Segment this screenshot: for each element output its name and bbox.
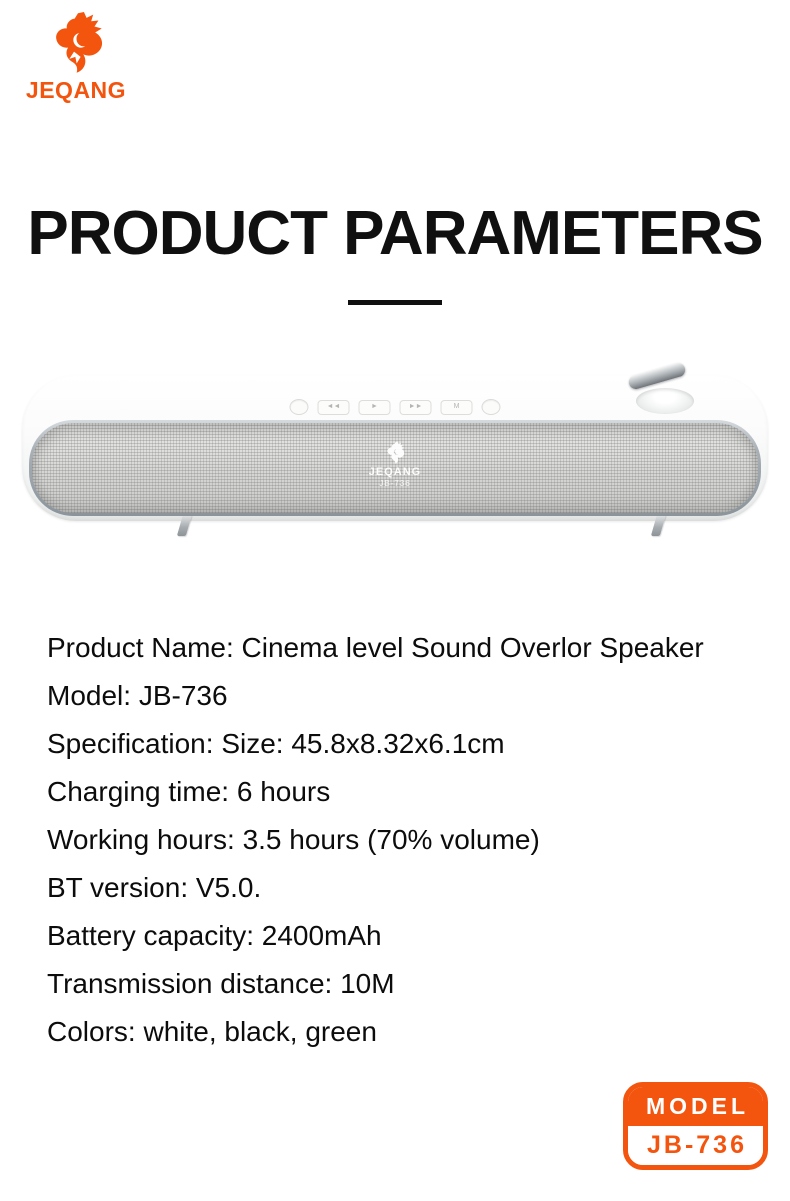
spec-colors: Colors: white, black, green <box>47 1016 377 1047</box>
grille-brand-text: JEQANG <box>368 466 422 478</box>
spec-product-name: Product Name: Cinema level Sound Overlor Speaker <box>47 632 704 663</box>
power-button-icon <box>290 399 309 415</box>
spec-working-hours: Working hours: 3.5 hours (70% volume) <box>47 824 540 855</box>
spec-size: Specification: Size: 45.8x8.32x6.1cm <box>47 728 505 759</box>
grille-model-text: JB-736 <box>379 479 411 488</box>
next-track-icon: ►► <box>400 400 432 415</box>
dragon-icon <box>33 10 119 76</box>
play-pause-icon: ► <box>359 400 391 415</box>
mode-button-icon: M <box>441 400 473 415</box>
prev-track-icon: ◄◄ <box>318 400 350 415</box>
speaker-top-controls <box>290 399 501 415</box>
speaker-grille-rim <box>29 420 761 516</box>
dragon-icon <box>380 441 410 465</box>
antenna-base <box>636 388 694 414</box>
spec-transmission-distance: Transmission distance: 10M <box>47 968 395 999</box>
model-badge <box>623 1082 768 1170</box>
brand-name: JEQANG <box>25 77 127 103</box>
grille-brand-print <box>369 441 421 488</box>
speaker-product-image <box>22 375 768 521</box>
brand-logo <box>24 10 128 104</box>
page-title: PRODUCT PARAMETERS <box>27 199 763 268</box>
spec-bt-version: BT version: V5.0. <box>47 872 262 903</box>
spec-charging-time: Charging time: 6 hours <box>47 776 331 807</box>
title-underline <box>348 300 442 305</box>
mic-button-icon <box>482 399 501 415</box>
model-badge-value: JB-736 <box>628 1126 763 1165</box>
spec-model: Model: JB-736 <box>47 680 228 711</box>
spec-list <box>47 624 760 1056</box>
speaker-grille <box>32 423 758 513</box>
spec-battery-capacity: Battery capacity: 2400mAh <box>47 920 382 951</box>
model-badge-label: MODEL <box>628 1087 763 1126</box>
